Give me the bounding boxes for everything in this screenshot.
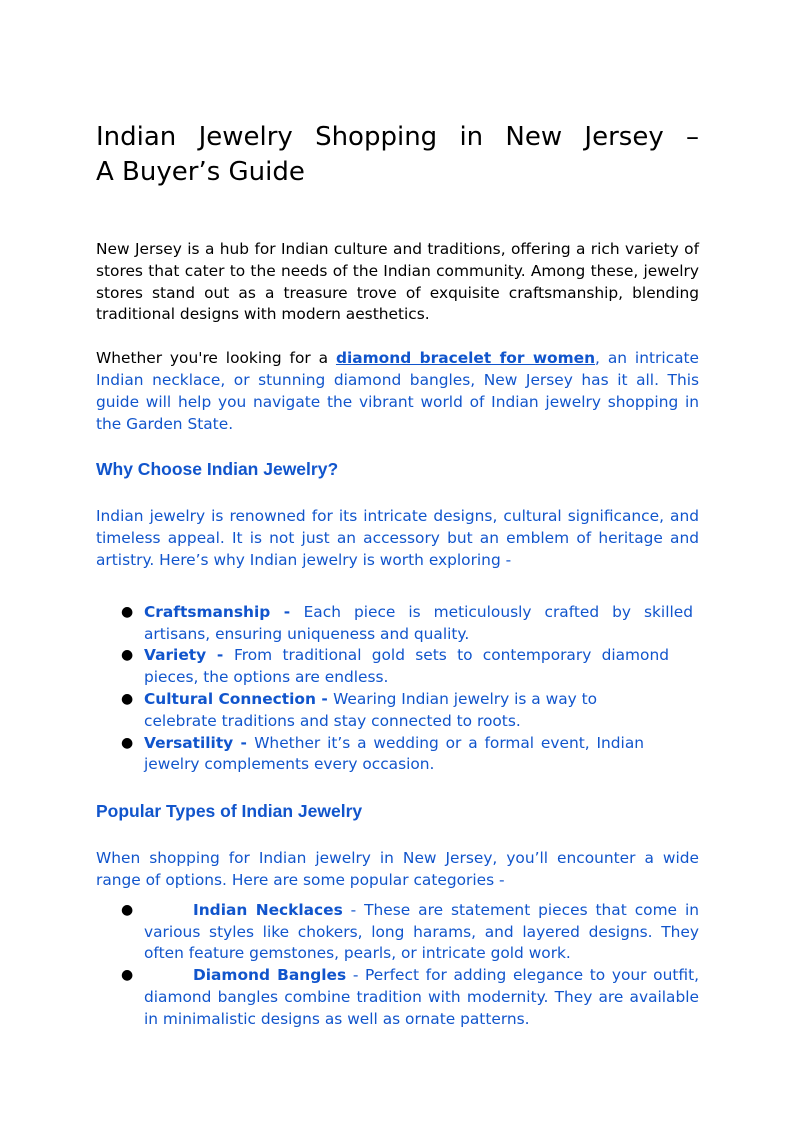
list-item xyxy=(96,689,699,733)
intro-prefix: Whether you're looking for a xyxy=(96,349,336,368)
list-item xyxy=(96,733,699,777)
why-list xyxy=(96,602,699,776)
bullet-icon: ● xyxy=(121,690,134,707)
list-item-text: Wearing Indian jewelry is a way to celebrate traditions and stay connected to roots. xyxy=(144,689,598,730)
types-paragraph: When shopping for Indian jewelry in New Jersey, you’ll encounter a wide range of options. Here are some popular categories - xyxy=(96,849,699,889)
types-list xyxy=(96,900,699,1031)
list-item-text: - These are statement pieces that come in various styles like chokers, long harams, and layered designs. They often feature gemstones, pearls, or intricate gold work. xyxy=(144,900,699,963)
why-paragraph: Indian jewelry is renowned for its intricate designs, cultural significance, and timeless appeal. It is not just an accessory but an emblem of heritage and artistry. Here’s why Indian jewelry is worth exploring - xyxy=(96,507,699,569)
types-heading: Popular Types of Indian Jewelry xyxy=(96,801,363,822)
list-item-text: Whether it’s a wedding or a formal event, Indian jewelry complements every occasion. xyxy=(144,733,644,774)
list-item-text: From traditional gold sets to contemporary diamond pieces, the options are endless. xyxy=(144,646,669,687)
bullet-icon: ● xyxy=(121,734,134,751)
bullet-icon: ● xyxy=(121,901,134,918)
bullet-icon: ● xyxy=(121,967,134,984)
list-item-title: Cultural Connection - xyxy=(144,689,334,708)
document-page xyxy=(96,120,699,1031)
list-item-title: Indian Necklaces xyxy=(193,900,343,919)
list-item-title: Versatility - xyxy=(144,733,255,752)
list-item-text: Each piece is meticulously crafted by skilled artisans, ensuring uniqueness and quality. xyxy=(144,602,693,643)
list-item-title: Variety - xyxy=(144,646,235,665)
why-heading: Why Choose Indian Jewelry? xyxy=(96,459,339,480)
page-title xyxy=(96,120,699,190)
intro-suffix: , an intricate Indian necklace, or stunning diamond bangles, New Jersey has it all. This guide will help you navigate the vibrant world of Indian jewelry shopping in the Garden State. xyxy=(96,349,700,433)
list-item xyxy=(96,965,699,1030)
title-line-2: A Buyer’s Guide xyxy=(96,157,305,187)
list-item-title: Diamond Bangles xyxy=(193,966,347,985)
intro-paragraph: New Jersey is a hub for Indian culture and traditions, offering a rich variety of stores that cater to the needs of the Indian community. Among these, jewelry stores stand out as a treasure trove of exquisite craftsmanship, blending traditional designs with modern aesthetics. xyxy=(96,240,699,324)
list-item xyxy=(96,602,699,646)
list-item-text: - Perfect for adding elegance to your outfit, diamond bangles combine tradition with modernity. They are available in minimalistic designs as well as ornate patterns. xyxy=(144,966,699,1028)
list-item xyxy=(96,645,699,689)
list-item xyxy=(96,900,699,965)
diamond-bracelet-link[interactable]: diamond bracelet for women xyxy=(335,349,596,368)
list-item-title: Craftsmanship - xyxy=(144,602,304,621)
bullet-icon: ● xyxy=(121,647,134,664)
title-line-1: Indian Jewelry Shopping in New Jersey – xyxy=(96,122,699,152)
bullet-icon: ● xyxy=(121,603,134,620)
intro-paragraph-2 xyxy=(96,348,699,435)
